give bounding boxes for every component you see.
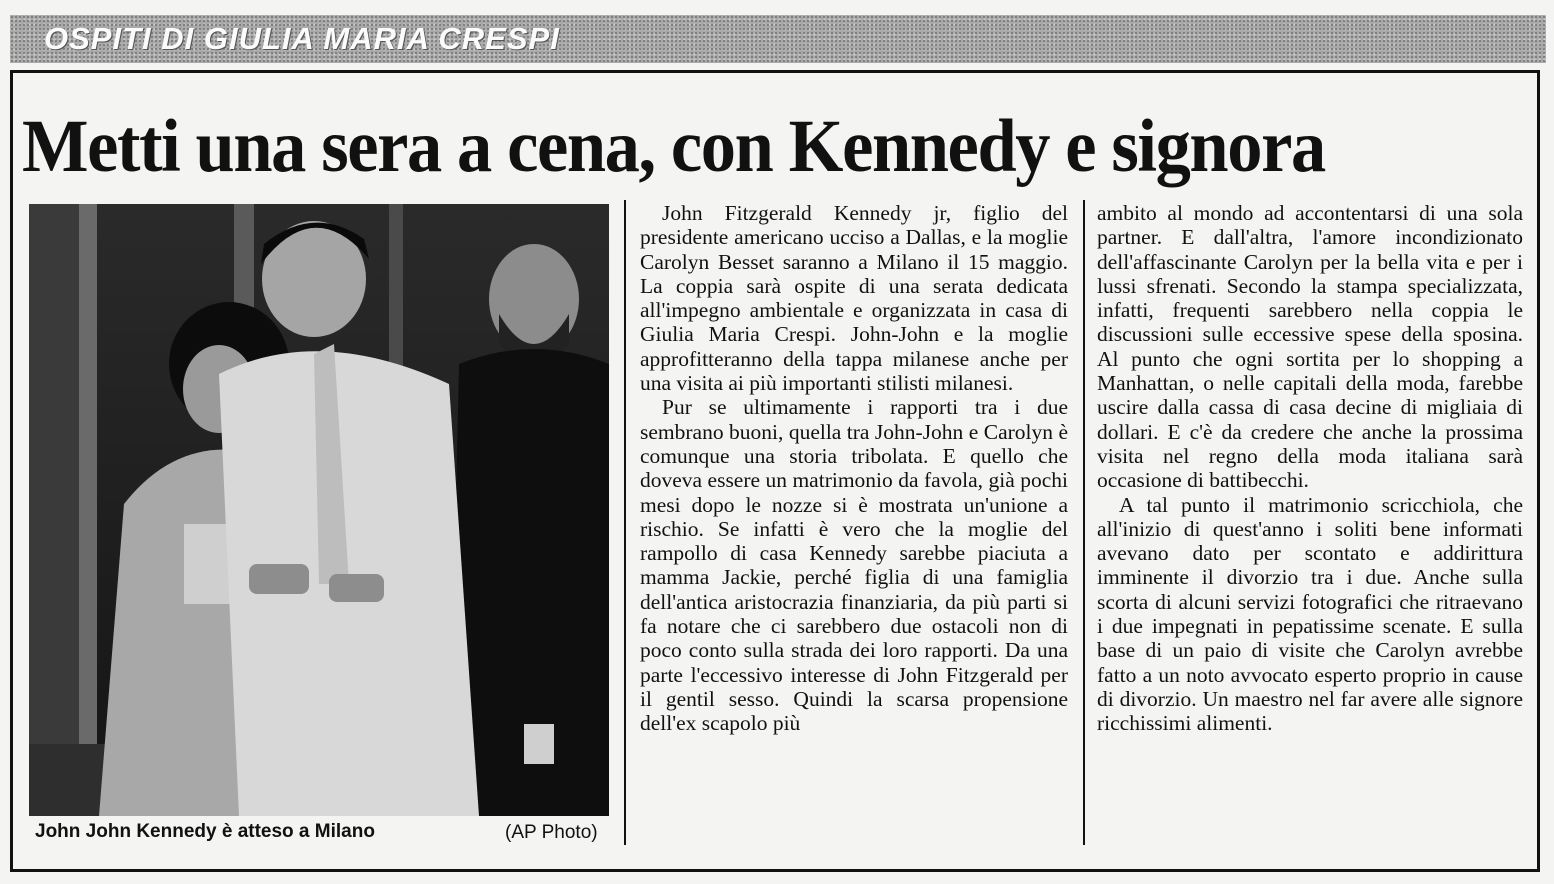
- kicker-label: OSPITI DI GIULIA MARIA CRESPI: [44, 21, 560, 56]
- paragraph-1: John Fitzgerald Kennedy jr, figlio del presidente americano ucciso a Dallas, e la moglie Carolyn Besset saranno a Milano il 15 maggio. La coppia sarà ospite di una serata dedicata all'impegno ambientale e organizzata in casa di Giulia Maria Crespi. John-John e la moglie approfitteranno della tappa milanese anche per una visita ai più importanti stilisti milanesi.: [640, 201, 1068, 396]
- article-photo: [29, 204, 609, 816]
- paragraph-2: Pur se ultimamente i rapporti tra i due sembrano buoni, quella tra John-John e Carolyn è comunque una storia tribolata. E quello che doveva essere un matrimonio da favola, già pochi mesi dopo le nozze si è mostrata un'unione a rischio. Se infatti è vero che la moglie del rampollo di casa Kennedy sarebbe piaciuta a mamma Jackie, perché figlia di una famiglia dell'antica aristocrazia finanziaria, da più parti si fa notare che ci sarebbero due ostacoli non di poco conto sulla strada dei loro rapporti. Da una parte l'eccessivo interesse di John Fitzgerald per il gentil sesso. Quindi la scarsa propensione dell'ex scapolo più: [640, 395, 1068, 736]
- paragraph-2-continued: ambito al mondo ad accontentarsi di una sola partner. E dall'altra, l'amore incondizionato dell'affascinante Carolyn per la bella vita e per i lussi sfrenati. Secondo la stampa specializzata, infatti, frequenti sarebbero nella coppia le discussioni sulle eccessive spese della sposina. Al punto che ogni sortita per lo shopping a Manhattan, o nelle capitali della moda, farebbe uscire dalla cassa di casa decine di migliaia di dollari. E c'è da credere che anche la prossima visita nel regno della moda italiana sarà occasione di battibecchi.: [1097, 201, 1523, 493]
- article-column-1: [640, 201, 1068, 736]
- kicker-banner: [10, 15, 1546, 63]
- column-rule-left: [624, 200, 626, 845]
- photo-credit: (AP Photo): [505, 822, 598, 843]
- photo-illustration: [29, 204, 609, 816]
- column-rule-right: [1083, 200, 1085, 845]
- article-column-2: [1097, 201, 1523, 736]
- photo-caption: John John Kennedy è atteso a Milano: [35, 821, 375, 842]
- headline: Metti una sera a cena, con Kennedy e signora: [22, 105, 1325, 188]
- paragraph-3: A tal punto il matrimonio scricchiola, che all'inizio di quest'anno i soliti bene informati avevano dato per scontato e addirittura imminente il divorzio tra i due. Anche sulla scorta di alcuni servizi fotografici che ritraevano i due impegnati in pepatissime scenate. E sulla base di un paio di visite che Carolyn avrebbe fatto a un noto avvocato esperto proprio in cause di divorzio. Un maestro nel far avere alle signore ricchissimi alimenti.: [1097, 492, 1523, 736]
